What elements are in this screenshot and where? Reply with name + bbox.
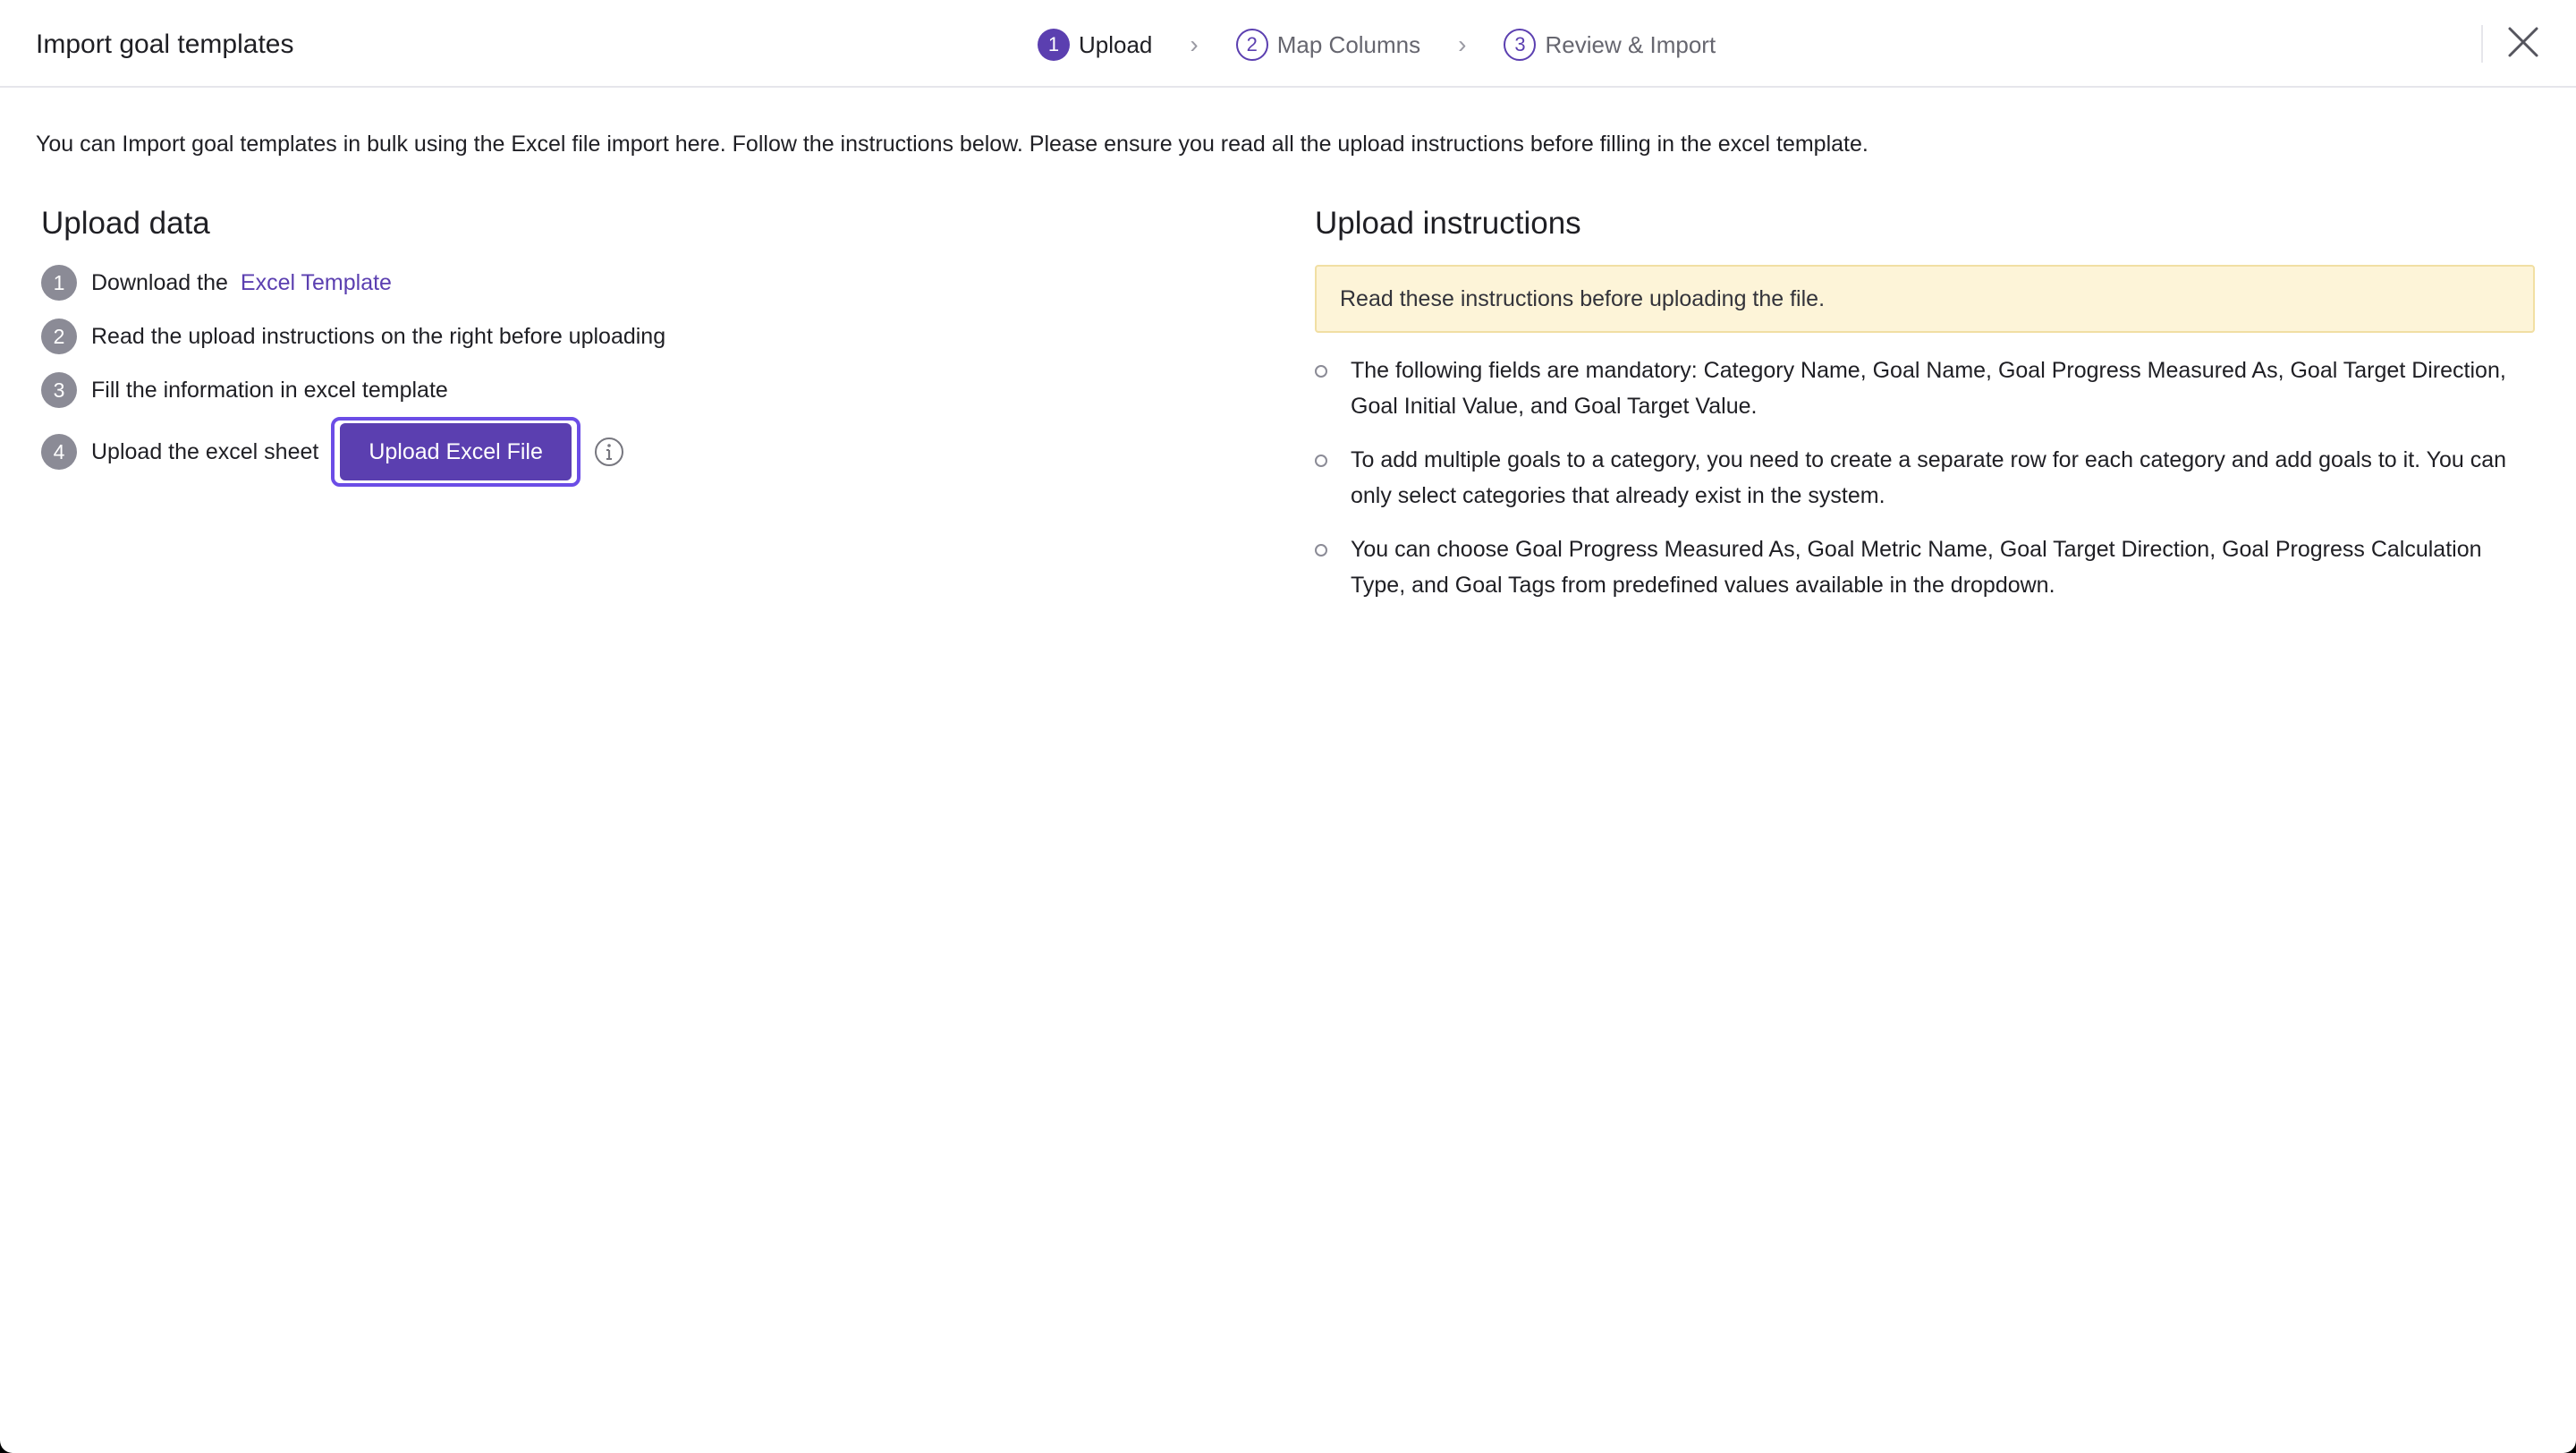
header-divider (2481, 25, 2483, 63)
step-badge: 3 (41, 372, 77, 408)
bullet-text: You can choose Goal Progress Measured As, Goal Metric Name, Goal Target Direction, Goal Progress Calculation Type, and Goal Tags from predefined values available in the dropdown. (1351, 537, 2482, 598)
step-number: 2 (1236, 29, 1268, 61)
intro-text: You can Import goal templates in bulk using the Excel file import here. Follow the instructions below. Please ensure you read all the upload instructions before filling in the excel template. (36, 132, 1868, 157)
bullet-text: To add multiple goals to a category, you need to create a separate row for each category and add goals to it. You can only select categories that already exist in the system. (1351, 447, 2507, 508)
upload-data-section (41, 204, 1204, 487)
instructions-notice: Read these instructions before uploading the file. (1315, 265, 2535, 333)
info-icon[interactable] (593, 436, 625, 468)
step-number: 3 (1504, 29, 1536, 61)
modal-title: Import goal templates (36, 30, 294, 59)
step-text: Fill the information in excel template (91, 378, 448, 403)
upload-instructions-title: Upload instructions (1315, 206, 1581, 241)
bullet-icon (1315, 365, 1327, 378)
step-badge: 4 (41, 434, 77, 470)
upload-instructions-section (1315, 204, 2535, 621)
instructions-list (1315, 353, 2535, 603)
excel-template-link[interactable]: Excel Template (240, 270, 392, 295)
upload-button-label: Upload Excel File (340, 423, 572, 480)
step-label: Upload (1079, 30, 1153, 58)
upload-step-4 (41, 417, 1204, 487)
step-text: Read the upload instructions on the right before uploading (91, 324, 666, 349)
chevron-right-icon: › (1190, 30, 1199, 58)
list-item (1315, 531, 2535, 603)
step-badge: 2 (41, 319, 77, 354)
step-review-import[interactable] (1504, 27, 1716, 63)
upload-step-1 (41, 265, 1204, 301)
list-item (1315, 442, 2535, 514)
step-label: Map Columns (1276, 30, 1421, 58)
step-number: 1 (1038, 29, 1070, 61)
bullet-icon (1315, 455, 1327, 467)
chevron-right-icon: › (1458, 30, 1467, 58)
step-label: Review & Import (1545, 30, 1716, 58)
step-badge: 1 (41, 265, 77, 301)
modal-header (0, 0, 2576, 88)
upload-step-2 (41, 319, 1204, 354)
step-text: Upload the excel sheet (91, 439, 319, 464)
bullet-icon (1315, 544, 1327, 557)
stepper (1038, 27, 1716, 63)
step-text: Download the (91, 270, 228, 295)
list-item (1315, 353, 2535, 424)
step-map-columns[interactable] (1236, 27, 1420, 63)
step-upload[interactable] (1038, 27, 1152, 63)
upload-data-title: Upload data (41, 206, 210, 241)
bullet-text: The following fields are mandatory: Category Name, Goal Name, Goal Progress Measured As, Goal Target Direction, Goal Initial Value, and Goal Target Value. (1351, 358, 2506, 419)
upload-excel-file-button[interactable] (331, 417, 580, 487)
close-icon[interactable] (2504, 23, 2542, 61)
upload-step-3 (41, 372, 1204, 408)
